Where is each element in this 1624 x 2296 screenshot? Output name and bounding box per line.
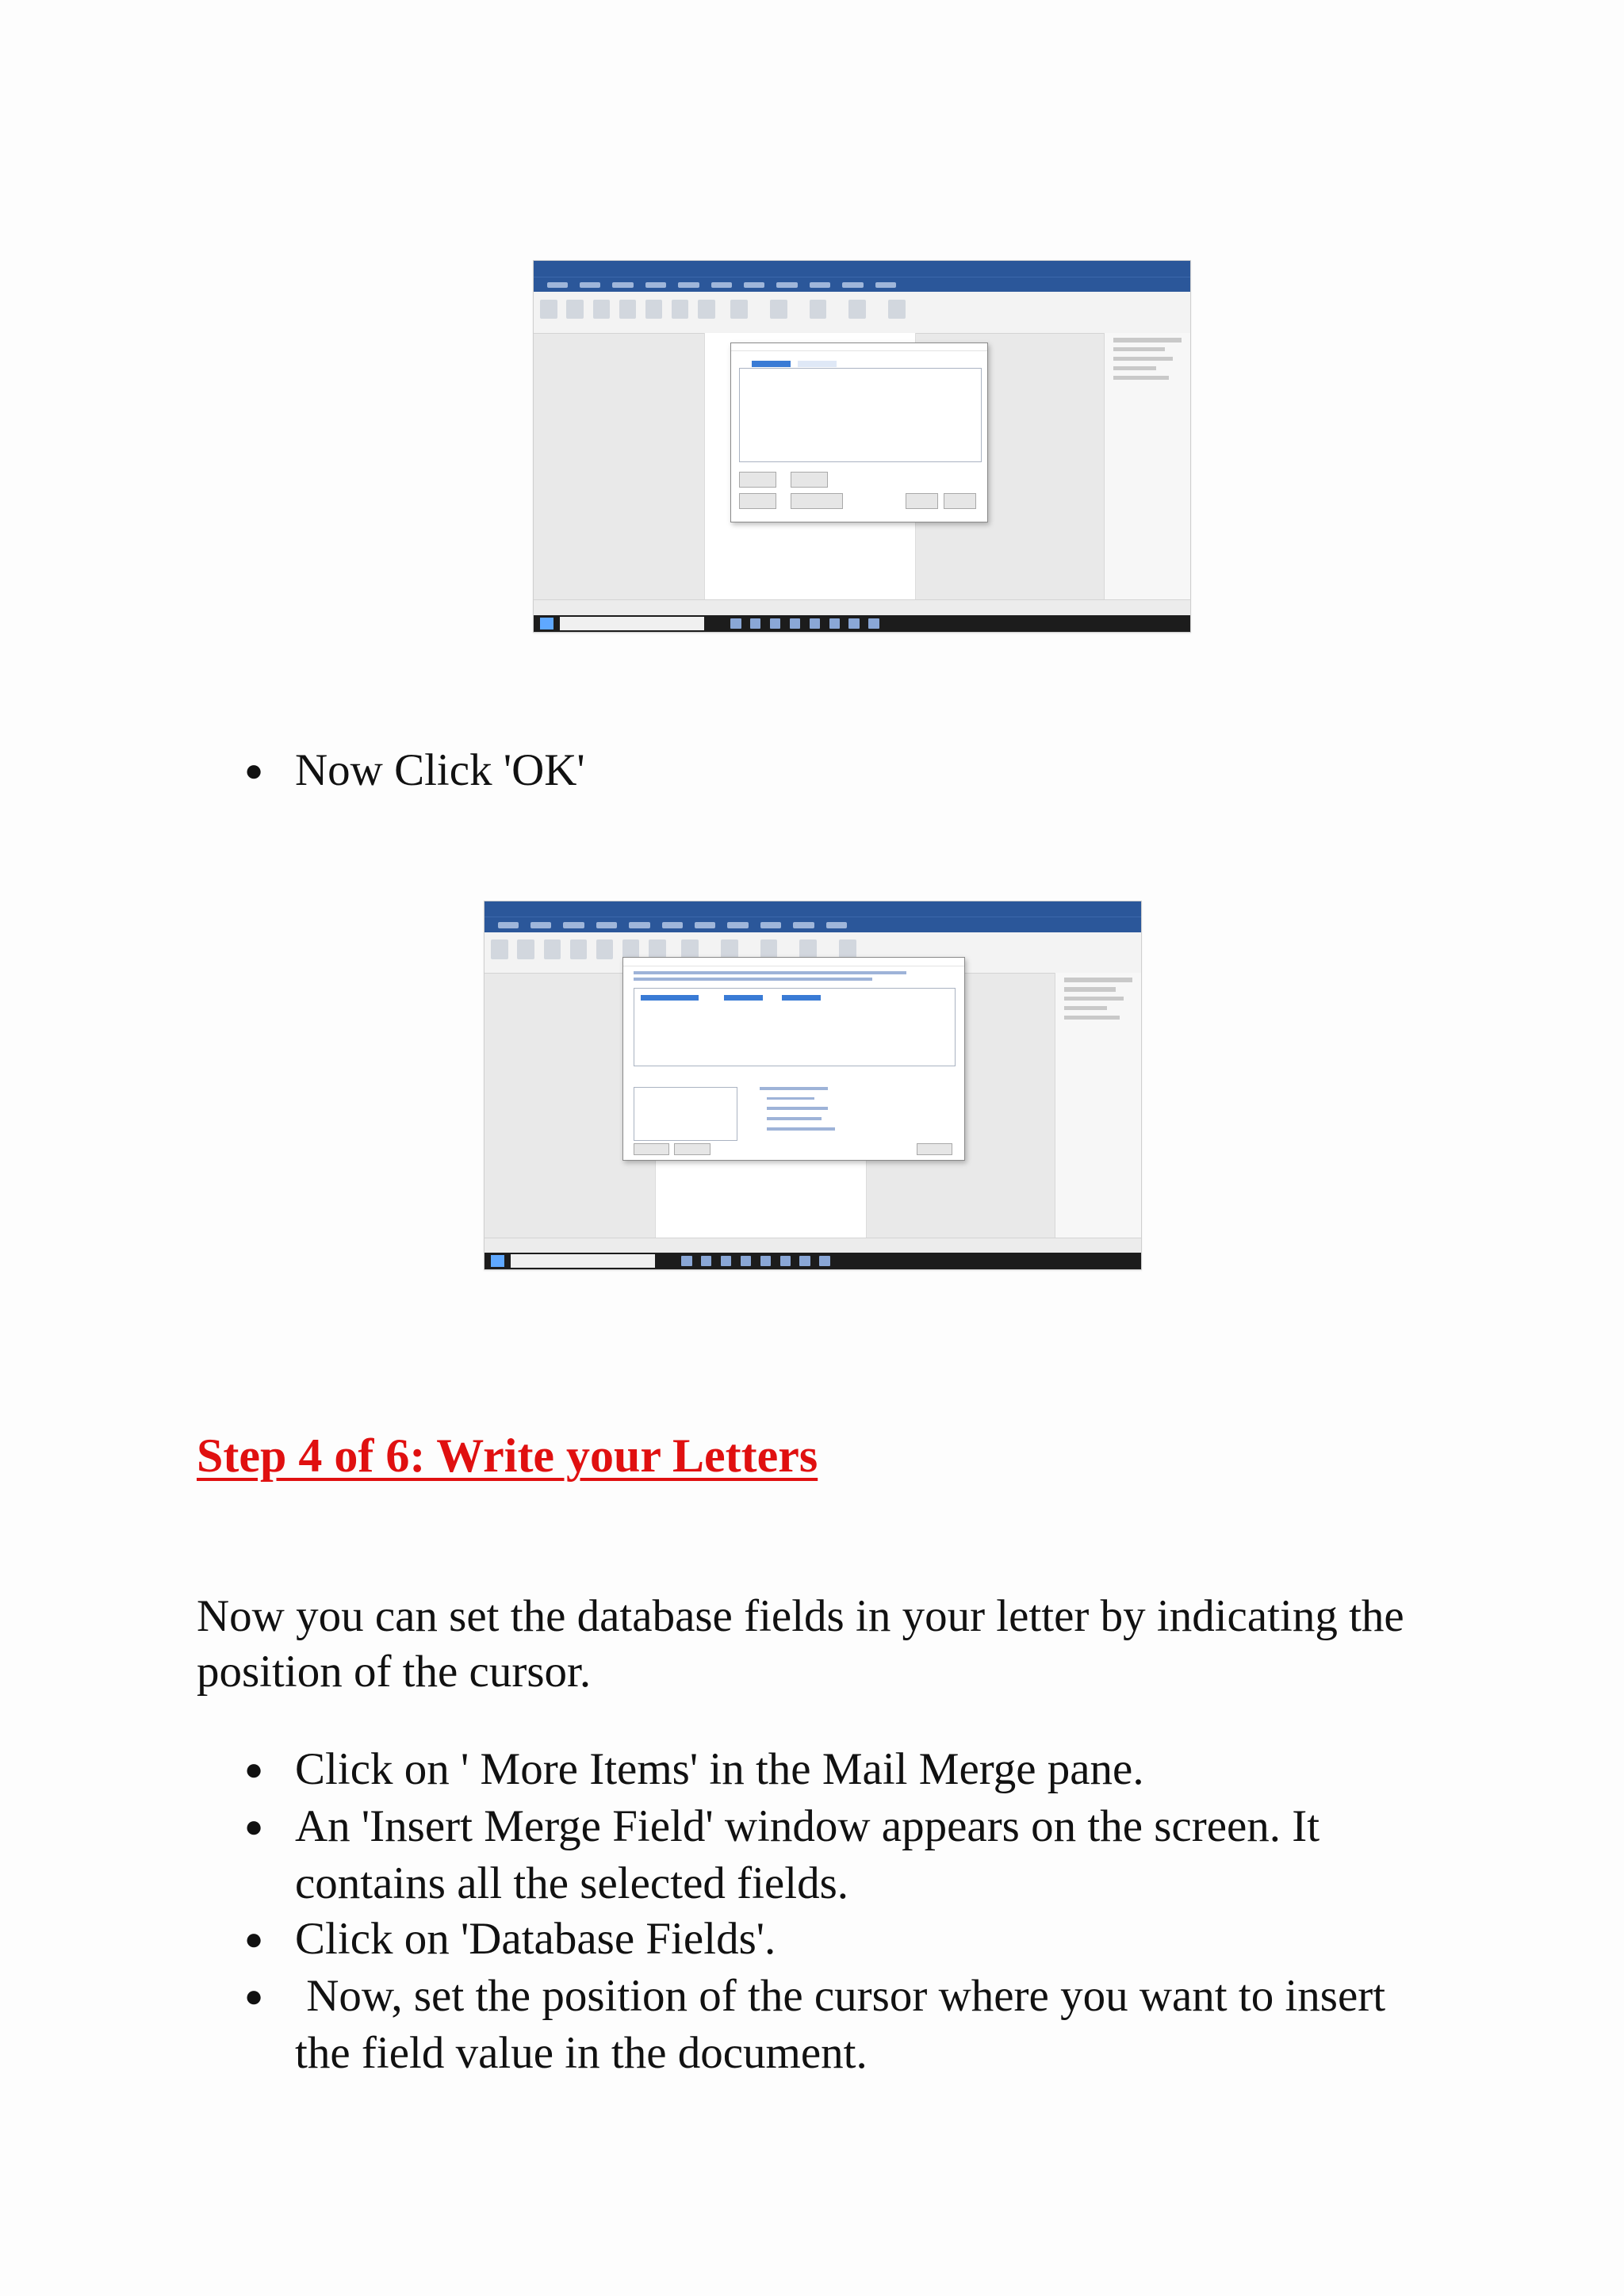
mail-merge-pane [1055, 973, 1141, 1238]
step-item-3: Click on 'Database Fields'. [295, 1914, 776, 1964]
step-item-2: An 'Insert Merge Field' window appears on the screen. It contains all the selected fields. [295, 1801, 1320, 1908]
recipients-dialog [730, 342, 988, 522]
instruction-ok: Now Click 'OK' [295, 745, 585, 795]
windows-taskbar [485, 1253, 1141, 1269]
word-status-bar [534, 599, 1190, 615]
word-ribbon [534, 292, 1190, 333]
mail-merge-pane [1104, 333, 1190, 600]
word-ribbon-tabs [485, 916, 1141, 932]
step-heading: Step 4 of 6: Write your Letters [197, 1429, 818, 1482]
windows-taskbar [534, 615, 1190, 632]
select-recipients-dialog-screenshot [533, 260, 1191, 633]
edit-recipient-list-screenshot [484, 901, 1142, 1270]
step-item-4: Now, set the position of the cursor where you want to insert the field value in the document. [295, 1971, 1397, 2078]
bullet-4: ● [244, 1978, 264, 2014]
bullet-3: ● [244, 1921, 264, 1957]
bullet-2: ● [244, 1808, 264, 1844]
word-status-bar [485, 1238, 1141, 1253]
word-ribbon-tabs [534, 277, 1190, 293]
step-item-1: Click on ' More Items' in the Mail Merge pane. [295, 1744, 1144, 1794]
word-title-bar [485, 901, 1141, 916]
intro-paragraph: Now you can set the database fields in your letter by indicating the position of the cursor. [197, 1591, 1404, 1697]
word-title-bar [534, 261, 1190, 277]
bullet-ok: ● [244, 752, 264, 788]
bullet-1: ● [244, 1751, 264, 1787]
recipient-list-dialog [622, 957, 966, 1161]
